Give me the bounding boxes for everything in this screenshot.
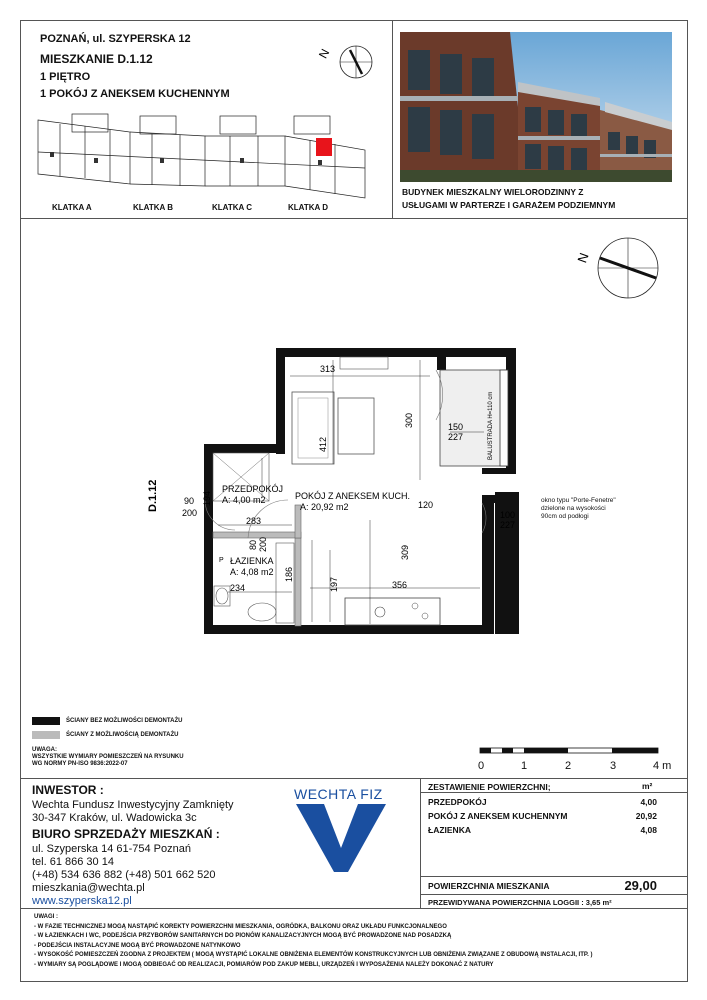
uwaga-line: WG NORMY PN-ISO 9836:2022-07 <box>32 761 128 767</box>
summary-room-name: POKÓJ Z ANEKSEM KUCHENNYM <box>428 811 568 821</box>
summary-room-area: 4,00 <box>640 797 657 807</box>
sales-title: BIURO SPRZEDAŻY MIESZKAŃ : <box>32 827 220 841</box>
legend-movable-swatch <box>32 731 60 739</box>
window-note-line: okno typu "Porte-Fenetre" <box>541 497 616 504</box>
summary-room-area: 4,08 <box>640 825 657 835</box>
note-line: - WYMIARY SĄ POGLĄDOWE I MOGĄ ODBIEGAĆ OD REALIZACJI, POMIARÓW POD ZAKUP MEBLI, URZĄDZEŃ I WYPOSAŻENIA NALEŻY DOKONAĆ Z NATURY <box>34 961 494 968</box>
sales-tel: tel. 61 866 30 14 <box>32 856 114 868</box>
dim-194: 194 <box>202 490 212 506</box>
dim-150: 150 <box>448 422 464 432</box>
building-caption <box>402 186 615 212</box>
summary-room-area: 20,92 <box>635 811 657 821</box>
site-plan <box>30 112 380 202</box>
bath-p-mark: P <box>219 557 224 564</box>
dim-90: 90 <box>184 496 195 506</box>
divider <box>420 778 421 908</box>
legend-movable-label: ŚCIANY Z MOŻLIWOŚCIĄ DEMONTAŻU <box>66 732 179 738</box>
dim-412: 412 <box>318 436 328 452</box>
summary-total-label: POWIERZCHNIA MIESZKANIA <box>428 881 550 891</box>
sales-mobile: (+48) 534 636 882 (+48) 501 662 520 <box>32 869 216 881</box>
room-count: 1 POKÓJ Z ANEKSEM KUCHENNYM <box>40 88 230 100</box>
window-note <box>541 497 616 521</box>
compass-small <box>310 38 380 88</box>
divider <box>20 908 688 909</box>
note-line: - W ŁAZIENKACH I WC, PODEJŚCIA PRZYBORÓW SANITARNYCH DO PIONÓW KANALIZACYJNYCH MOGĄ BYĆ PROWADZONE NAD POSADZKĄ <box>34 933 452 939</box>
room-hall-name: PRZEDPOKÓJ <box>222 484 284 494</box>
room-living-area: A: 20,92 m2 <box>300 502 349 512</box>
klatka-d: KLATKA D <box>288 203 328 212</box>
divider <box>420 876 688 877</box>
logo-text: WECHTA FIZ <box>294 786 383 802</box>
dim-80: 80 <box>248 539 258 550</box>
unit-label: D.1.12 <box>147 479 159 512</box>
address: POZNAŃ, ul. SZYPERSKA 12 <box>40 33 191 45</box>
klatka-c: KLATKA C <box>212 203 252 212</box>
divider <box>20 778 688 779</box>
dim-300: 300 <box>404 412 414 428</box>
investor-address: 30-347 Kraków, ul. Wadowicka 3c <box>32 812 197 824</box>
note-line: UWAGI : <box>34 914 58 920</box>
klatka-b: KLATKA B <box>133 203 173 212</box>
balustrade-label: BALUSTRADA H=110 cm <box>488 391 494 460</box>
caption-line-2: USŁUGAMI W PARTERZE I GARAŻEM PODZIEMNYM <box>402 200 616 210</box>
room-living-name: POKÓJ Z ANEKSEM KUCH. <box>295 491 411 501</box>
uwaga-line: WSZYSTKIE WYMIARY POMIESZCZEŃ NA RYSUNKU <box>32 754 184 760</box>
dim-356: 356 <box>392 580 408 590</box>
caption-line-1: BUDYNEK MIESZKALNY WIELORODZINNY Z <box>402 187 584 197</box>
divider <box>420 894 688 895</box>
investor-name: Wechta Fundusz Inwestycyjny Zamknięty <box>32 799 234 811</box>
uwaga-block <box>32 747 184 768</box>
summary-room-name: PRZEDPOKÓJ <box>428 797 487 807</box>
note-line: - W FAZIE TECHNICZNEJ MOGĄ NASTĄPIĆ KOREKTY POWIERZCHNI MIESZKANIA, OGRÓDKA, BALKONU ORAZ UKŁADU FUNKCJONALNEGO <box>34 923 447 930</box>
legend-fixed-swatch <box>32 717 60 725</box>
room-bath-name: ŁAZIENKA <box>230 556 274 566</box>
scale-tick-1: 1 <box>521 760 528 772</box>
dim-197: 197 <box>329 576 339 592</box>
sales-address: ul. Szyperska 14 61-754 Poznań <box>32 843 191 855</box>
scale-tick-3: 3 <box>610 760 617 772</box>
dim-309: 309 <box>400 544 410 560</box>
window-note-line: 90cm od podłogi <box>541 513 589 520</box>
investor-title: INWESTOR : <box>32 783 104 797</box>
summary-total-value: 29,00 <box>624 878 657 893</box>
floor-plan <box>130 340 570 640</box>
scale-tick-0: 0 <box>478 760 485 772</box>
scale-tick-4: 4 m <box>653 760 672 772</box>
dim-313: 313 <box>320 364 336 374</box>
north-label: N <box>574 250 592 265</box>
window-note-line: dzielone na wysokości <box>541 505 606 512</box>
apartment-number: MIESZKANIE D.1.12 <box>40 52 153 66</box>
note-line: - WYSOKOŚĆ POMIESZCZEŃ ZGODNA Z PROJEKTEM ( MOGĄ WYSTĄPIĆ LOKALNE OBNIŻENIA ELEMENTÓW KONSTRUKCYJNYCH LUB OBNIŻENIA ZWIĄZANE Z OBUDOWĄ INSTALACJI, ITP. ) <box>34 952 593 958</box>
room-bath-area: A: 4,08 m2 <box>230 567 274 577</box>
dim-200a: 200 <box>182 508 198 518</box>
sales-email[interactable]: mieszkania@wechta.pl <box>32 882 145 894</box>
divider <box>20 218 688 219</box>
summary-room-name: ŁAZIENKA <box>428 825 471 835</box>
dim-100: 100 <box>500 510 516 520</box>
room-hall-area: A: 4,00 m2 <box>222 495 266 505</box>
dim-283: 283 <box>246 516 262 526</box>
summary-title: ZESTAWIENIE POWIERZCHNI; <box>428 782 551 792</box>
note-line: - PODEJŚCIA INSTALACYJNE MOGĄ BYĆ PROWADZONE NATYNKOWO <box>34 942 241 949</box>
logo-mark <box>296 804 386 874</box>
legend-fixed-label: ŚCIANY BEZ MOŻLIWOŚCI DEMONTAŻU <box>66 718 183 724</box>
divider <box>420 792 688 793</box>
dim-200b: 200 <box>258 536 268 552</box>
scale-tick-2: 2 <box>565 760 572 772</box>
dim-120: 120 <box>418 500 434 510</box>
dim-186: 186 <box>284 566 294 582</box>
notes-block <box>34 913 592 970</box>
klatka-a: KLATKA A <box>52 203 92 212</box>
divider <box>392 20 393 218</box>
uwaga-line: UWAGA: <box>32 747 57 753</box>
scale-bar <box>478 744 664 758</box>
apartment-highlight <box>316 138 332 156</box>
building-photo <box>400 32 672 182</box>
floor: 1 PIĘTRO <box>40 71 91 83</box>
summary-unit: m² <box>642 781 653 791</box>
summary-loggia: PRZEWIDYWANA POWIERZCHNIA LOGGII : 3,65 m² <box>428 898 612 907</box>
dim-227a: 227 <box>448 432 464 442</box>
north-label: N <box>315 46 333 61</box>
sales-website-link[interactable]: www.szyperska12.pl <box>32 895 132 907</box>
compass-large <box>570 236 670 306</box>
dim-234: 234 <box>230 583 246 593</box>
dim-227b: 227 <box>500 520 516 530</box>
